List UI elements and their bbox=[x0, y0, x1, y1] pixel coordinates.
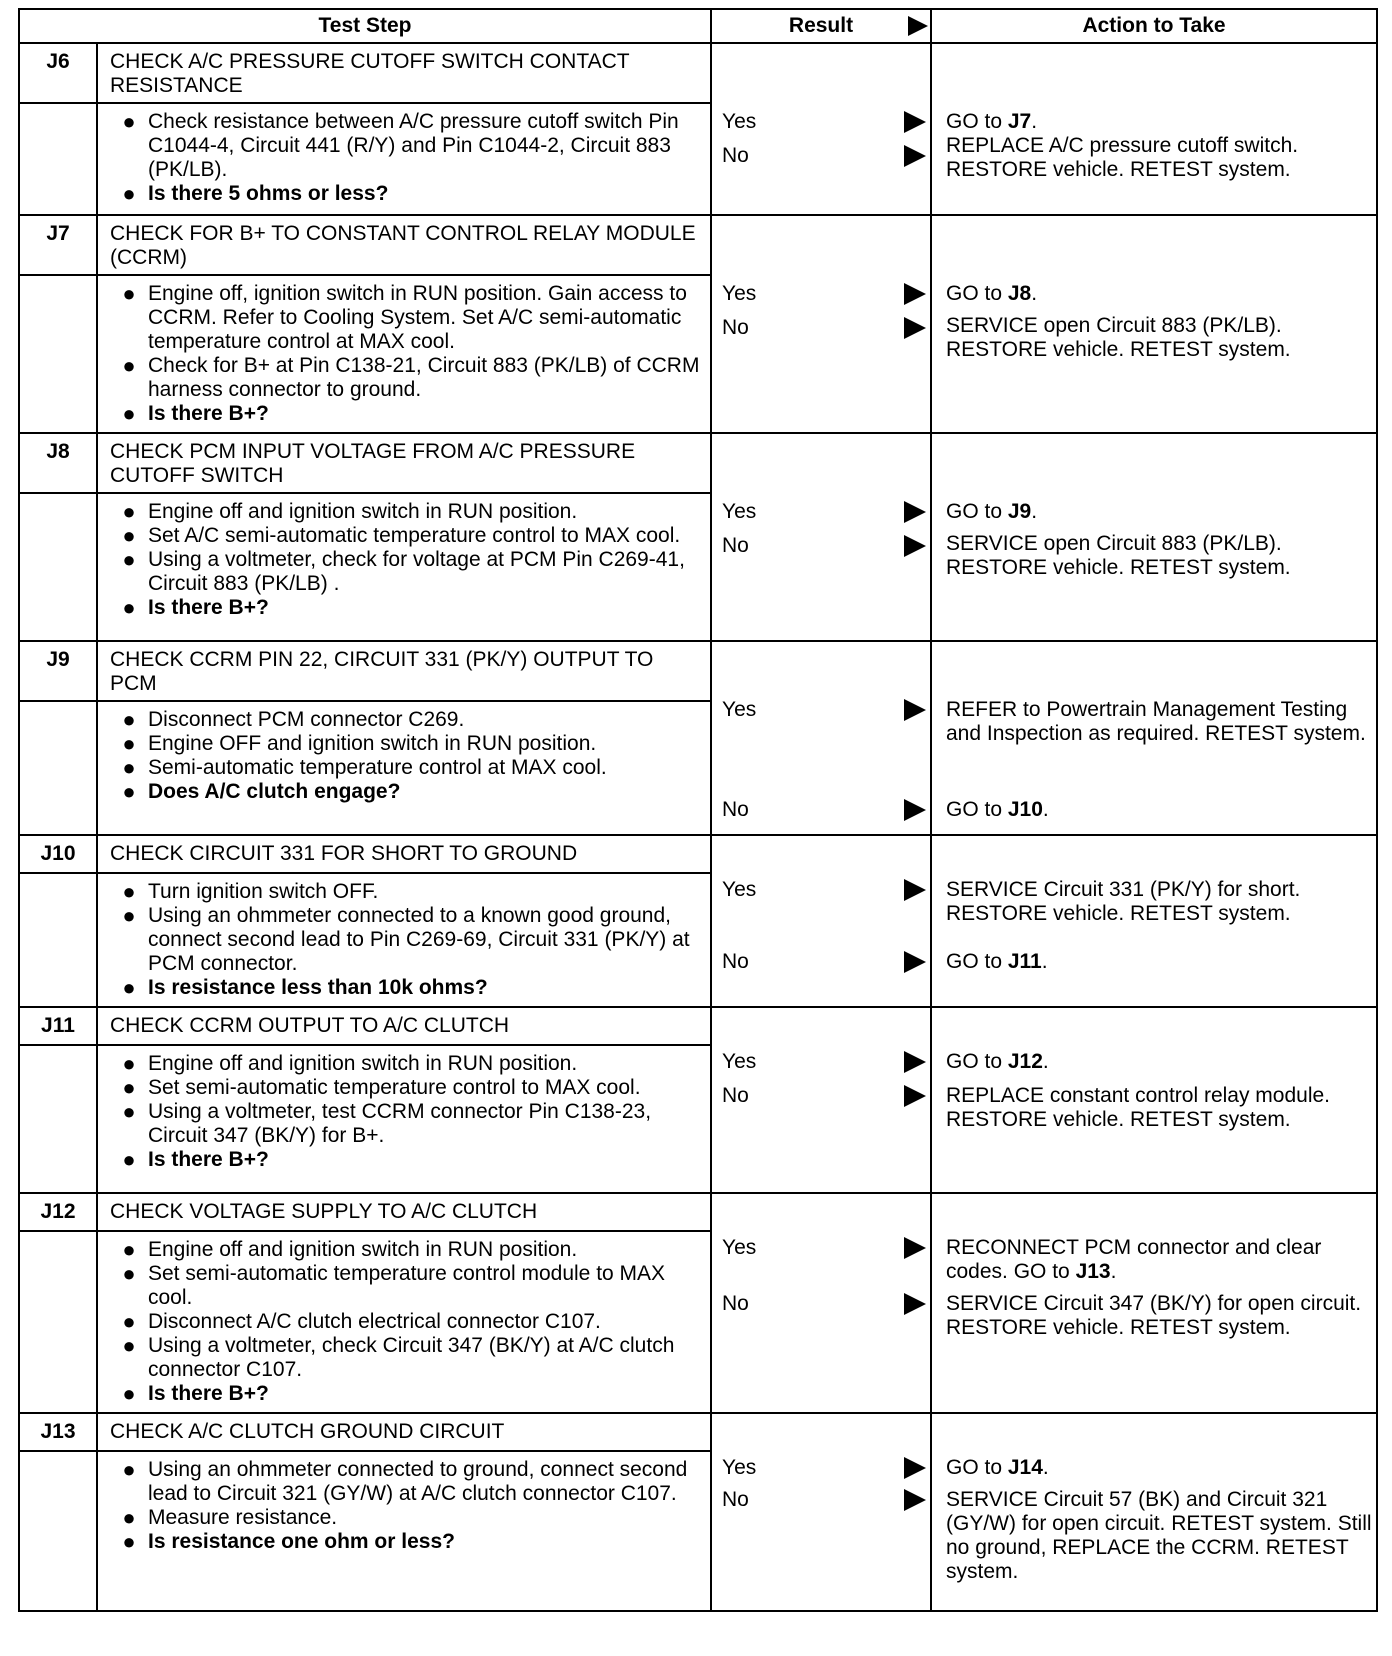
action-text-no bbox=[946, 798, 1372, 822]
instruction-bullet bbox=[110, 880, 702, 904]
step-result-cell bbox=[711, 1413, 931, 1611]
instruction-text: Disconnect A/C clutch electrical connector C107. bbox=[148, 1310, 601, 1333]
step-title: CHECK CCRM PIN 22, CIRCUIT 331 (PK/Y) OUTPUT TO PCM bbox=[97, 641, 711, 701]
action-step-ref: J14 bbox=[1007, 1456, 1043, 1479]
bullet-dot-icon: ● bbox=[122, 595, 136, 620]
instruction-text: Using a voltmeter, check Circuit 347 (BK/Y) at A/C clutch connector C107. bbox=[148, 1334, 675, 1381]
action-suffix: . bbox=[1110, 1260, 1117, 1283]
instruction-text: Using an ohmmeter connected to ground, connect second lead to Circuit 321 (GY/W) at A/C clutch connector C107. bbox=[148, 1458, 688, 1505]
step-result-cell bbox=[711, 641, 931, 835]
action-text-no bbox=[946, 950, 1372, 974]
arrow-right-icon bbox=[904, 1051, 926, 1073]
header-result-label: Result bbox=[788, 14, 854, 37]
bullet-dot-icon: ● bbox=[122, 1309, 136, 1334]
instruction-bullet bbox=[110, 1262, 702, 1310]
arrow-right-icon bbox=[904, 1489, 926, 1511]
action-text: REFER to Powertrain Management Testing and Inspection as required. RETEST system. bbox=[946, 698, 1366, 745]
step-id-spacer bbox=[19, 1451, 97, 1611]
result-label: No bbox=[722, 144, 749, 167]
action-text: GO to bbox=[946, 1456, 1008, 1479]
step-id-spacer bbox=[19, 1045, 97, 1193]
action-text-yes bbox=[946, 878, 1372, 926]
instruction-text: Set semi-automatic temperature control module to MAX cool. bbox=[148, 1262, 666, 1309]
step-title-row bbox=[19, 433, 1377, 493]
result-label: Yes bbox=[722, 878, 757, 901]
result-line-yes bbox=[722, 1456, 926, 1480]
arrow-right-icon bbox=[904, 535, 926, 557]
instruction-bullet bbox=[110, 1238, 702, 1262]
result-line-yes bbox=[722, 110, 926, 134]
arrow-right-icon bbox=[904, 951, 926, 973]
instruction-bullet bbox=[110, 1052, 702, 1076]
instruction-bullet bbox=[110, 1530, 702, 1554]
action-text: REPLACE A/C pressure cutoff switch. RESTORE vehicle. RETEST system. bbox=[946, 134, 1299, 181]
action-text-no bbox=[946, 1292, 1372, 1340]
arrow-right-icon bbox=[904, 1457, 926, 1479]
result-line-no bbox=[722, 316, 926, 340]
action-step-ref: J12 bbox=[1007, 1050, 1043, 1073]
result-label: Yes bbox=[722, 1050, 757, 1073]
instruction-text: Measure resistance. bbox=[148, 1506, 338, 1529]
step-result-cell bbox=[711, 1193, 931, 1413]
step-result-cell bbox=[711, 1007, 931, 1193]
result-label: No bbox=[722, 1488, 749, 1511]
result-line-yes bbox=[722, 282, 926, 306]
instruction-bullet bbox=[110, 500, 702, 524]
action-text: REPLACE constant control relay module. RESTORE vehicle. RETEST system. bbox=[946, 1084, 1331, 1131]
instruction-question: Does A/C clutch engage? bbox=[148, 780, 401, 803]
instruction-bullet bbox=[110, 904, 702, 976]
step-id-spacer bbox=[19, 701, 97, 835]
bullet-dot-icon: ● bbox=[122, 1333, 136, 1358]
result-line-yes bbox=[722, 500, 926, 524]
instruction-bullet bbox=[110, 402, 702, 426]
instruction-text: Engine off and ignition switch in RUN position. bbox=[148, 1052, 578, 1075]
action-step-ref: J7 bbox=[1007, 110, 1032, 133]
result-line-yes bbox=[722, 878, 926, 902]
step-instructions bbox=[97, 275, 711, 433]
bullet-dot-icon: ● bbox=[122, 281, 136, 306]
step-result-cell bbox=[711, 433, 931, 641]
action-text-no bbox=[946, 1084, 1372, 1132]
action-text-yes bbox=[946, 1236, 1372, 1284]
instruction-bullet bbox=[110, 548, 702, 596]
instruction-bullet bbox=[110, 182, 702, 206]
step-action-cell bbox=[931, 835, 1377, 1007]
step-id: J9 bbox=[19, 641, 97, 701]
action-text-yes bbox=[946, 698, 1372, 746]
pinpoint-test-table bbox=[18, 8, 1378, 1612]
header-test-step: Test Step bbox=[19, 9, 711, 43]
result-label: Yes bbox=[722, 1456, 757, 1479]
step-id: J12 bbox=[19, 1193, 97, 1231]
result-line-no bbox=[722, 144, 926, 168]
step-id: J6 bbox=[19, 43, 97, 103]
instruction-bullet bbox=[110, 708, 702, 732]
step-title: CHECK FOR B+ TO CONSTANT CONTROL RELAY MODULE (CCRM) bbox=[97, 215, 711, 275]
action-text: RECONNECT PCM connector and clear codes. GO to bbox=[946, 1236, 1322, 1283]
bullet-dot-icon: ● bbox=[122, 523, 136, 548]
instruction-bullet bbox=[110, 1310, 702, 1334]
step-id: J13 bbox=[19, 1413, 97, 1451]
instruction-bullet bbox=[110, 110, 702, 182]
action-text-no bbox=[946, 1488, 1372, 1584]
instruction-text: Engine off and ignition switch in RUN position. bbox=[148, 1238, 578, 1261]
step-result-cell bbox=[711, 215, 931, 433]
instruction-question: Is there B+? bbox=[148, 402, 269, 425]
step-title: CHECK PCM INPUT VOLTAGE FROM A/C PRESSURE CUTOFF SWITCH bbox=[97, 433, 711, 493]
step-id: J7 bbox=[19, 215, 97, 275]
step-title: CHECK A/C CLUTCH GROUND CIRCUIT bbox=[97, 1413, 711, 1451]
action-text-no bbox=[946, 134, 1372, 182]
action-suffix: . bbox=[1042, 1456, 1049, 1479]
action-suffix: . bbox=[1031, 282, 1038, 305]
step-instructions bbox=[97, 701, 711, 835]
step-instructions bbox=[97, 873, 711, 1007]
step-instructions bbox=[97, 1231, 711, 1413]
action-text-yes bbox=[946, 110, 1372, 134]
step-id-spacer bbox=[19, 873, 97, 1007]
action-text-no bbox=[946, 314, 1372, 362]
action-text-yes bbox=[946, 282, 1372, 306]
result-line-no bbox=[722, 950, 926, 974]
bullet-dot-icon: ● bbox=[122, 109, 136, 134]
step-id-spacer bbox=[19, 1231, 97, 1413]
instruction-text: Disconnect PCM connector C269. bbox=[148, 708, 465, 731]
step-action-cell bbox=[931, 215, 1377, 433]
arrow-right-icon bbox=[904, 1293, 926, 1315]
action-text: SERVICE Circuit 57 (BK) and Circuit 321 (GY/W) for open circuit. RETEST system. Still no ground, REPLACE the CCRM. RETEST system. bbox=[946, 1488, 1372, 1583]
instruction-bullet bbox=[110, 780, 702, 804]
instruction-bullet bbox=[110, 1148, 702, 1172]
arrow-right-icon bbox=[904, 879, 926, 901]
instruction-bullet bbox=[110, 1100, 702, 1148]
action-step-ref: J8 bbox=[1007, 282, 1032, 305]
bullet-dot-icon: ● bbox=[122, 181, 136, 206]
action-text: GO to bbox=[946, 1050, 1008, 1073]
instruction-bullet bbox=[110, 1458, 702, 1506]
instruction-text: Engine off, ignition switch in RUN position. Gain access to CCRM. Refer to Cooling System. Set A/C semi-automatic temperature control at MAX cool. bbox=[148, 282, 687, 353]
arrow-right-icon bbox=[904, 111, 926, 133]
result-line-no bbox=[722, 798, 926, 822]
instruction-bullet bbox=[110, 1076, 702, 1100]
bullet-dot-icon: ● bbox=[122, 1237, 136, 1262]
arrow-right-icon bbox=[904, 317, 926, 339]
arrow-right-icon bbox=[904, 699, 926, 721]
bullet-dot-icon: ● bbox=[122, 707, 136, 732]
action-text: GO to bbox=[946, 500, 1008, 523]
arrow-right-icon bbox=[904, 1085, 926, 1107]
arrow-right-icon bbox=[904, 1237, 926, 1259]
action-text-yes bbox=[946, 1050, 1372, 1074]
bullet-dot-icon: ● bbox=[122, 779, 136, 804]
step-id-spacer bbox=[19, 103, 97, 215]
step-title: CHECK CIRCUIT 331 FOR SHORT TO GROUND bbox=[97, 835, 711, 873]
instruction-question: Is there B+? bbox=[148, 1382, 269, 1405]
bullet-dot-icon: ● bbox=[122, 1051, 136, 1076]
bullet-dot-icon: ● bbox=[122, 731, 136, 756]
bullet-dot-icon: ● bbox=[122, 547, 136, 572]
result-label: Yes bbox=[722, 282, 757, 305]
action-text: SERVICE Circuit 331 (PK/Y) for short. RESTORE vehicle. RETEST system. bbox=[946, 878, 1301, 925]
result-label: Yes bbox=[722, 500, 757, 523]
action-text: SERVICE open Circuit 883 (PK/LB). RESTORE vehicle. RETEST system. bbox=[946, 314, 1291, 361]
action-text-no bbox=[946, 532, 1372, 580]
step-id-spacer bbox=[19, 275, 97, 433]
action-suffix: . bbox=[1031, 500, 1038, 523]
bullet-dot-icon: ● bbox=[122, 1529, 136, 1554]
instruction-bullet bbox=[110, 756, 702, 780]
bullet-dot-icon: ● bbox=[122, 1261, 136, 1286]
result-label: No bbox=[722, 534, 749, 557]
arrow-right-icon bbox=[904, 283, 926, 305]
step-title-row bbox=[19, 1413, 1377, 1451]
step-title: CHECK A/C PRESSURE CUTOFF SWITCH CONTACT RESISTANCE bbox=[97, 43, 711, 103]
step-action-cell bbox=[931, 1413, 1377, 1611]
step-title-row bbox=[19, 835, 1377, 873]
action-suffix: . bbox=[1042, 798, 1049, 821]
step-result-cell bbox=[711, 43, 931, 215]
result-line-yes bbox=[722, 698, 926, 722]
step-instructions bbox=[97, 1045, 711, 1193]
instruction-bullet bbox=[110, 732, 702, 756]
step-title-row bbox=[19, 1007, 1377, 1045]
step-action-cell bbox=[931, 433, 1377, 641]
arrow-right-icon bbox=[904, 501, 926, 523]
result-label: Yes bbox=[722, 1236, 757, 1259]
instruction-bullet bbox=[110, 524, 702, 548]
step-instructions bbox=[97, 493, 711, 641]
action-text: GO to bbox=[946, 110, 1008, 133]
action-step-ref: J11 bbox=[1007, 950, 1042, 973]
step-title-row bbox=[19, 1193, 1377, 1231]
arrow-right-icon bbox=[908, 16, 928, 36]
instruction-text: Engine OFF and ignition switch in RUN position. bbox=[148, 732, 597, 755]
result-label: No bbox=[722, 1292, 749, 1315]
instruction-question: Is resistance one ohm or less? bbox=[148, 1530, 455, 1553]
instruction-question: Is there B+? bbox=[148, 596, 269, 619]
step-title: CHECK CCRM OUTPUT TO A/C CLUTCH bbox=[97, 1007, 711, 1045]
bullet-dot-icon: ● bbox=[122, 879, 136, 904]
step-title: CHECK VOLTAGE SUPPLY TO A/C CLUTCH bbox=[97, 1193, 711, 1231]
result-label: No bbox=[722, 316, 749, 339]
action-suffix: . bbox=[1041, 950, 1048, 973]
bullet-dot-icon: ● bbox=[122, 975, 136, 1000]
instruction-text: Set A/C semi-automatic temperature control to MAX cool. bbox=[148, 524, 681, 547]
result-line-no bbox=[722, 1084, 926, 1108]
instruction-bullet bbox=[110, 976, 702, 1000]
result-label: No bbox=[722, 1084, 749, 1107]
step-result-cell bbox=[711, 835, 931, 1007]
result-line-no bbox=[722, 1292, 926, 1316]
result-line-no bbox=[722, 1488, 926, 1512]
header-result bbox=[711, 9, 931, 43]
arrow-right-icon bbox=[904, 145, 926, 167]
action-text: GO to bbox=[946, 950, 1008, 973]
step-id: J11 bbox=[19, 1007, 97, 1045]
bullet-dot-icon: ● bbox=[122, 1505, 136, 1530]
step-title-row bbox=[19, 641, 1377, 701]
bullet-dot-icon: ● bbox=[122, 353, 136, 378]
bullet-dot-icon: ● bbox=[122, 755, 136, 780]
action-step-ref: J13 bbox=[1075, 1260, 1111, 1283]
result-line-no bbox=[722, 534, 926, 558]
instruction-text: Semi-automatic temperature control at MAX cool. bbox=[148, 756, 607, 779]
step-action-cell bbox=[931, 1007, 1377, 1193]
action-text-yes bbox=[946, 500, 1372, 524]
header-action: Action to Take bbox=[931, 9, 1377, 43]
bullet-dot-icon: ● bbox=[122, 1457, 136, 1482]
action-text-yes bbox=[946, 1456, 1372, 1480]
step-action-cell bbox=[931, 1193, 1377, 1413]
step-action-cell bbox=[931, 43, 1377, 215]
instruction-question: Is there B+? bbox=[148, 1148, 269, 1171]
result-line-yes bbox=[722, 1050, 926, 1074]
instruction-question: Is there 5 ohms or less? bbox=[148, 182, 389, 205]
result-label: Yes bbox=[722, 110, 757, 133]
instruction-bullet bbox=[110, 596, 702, 620]
instruction-text: Using a voltmeter, test CCRM connector Pin C138-23, Circuit 347 (BK/Y) for B+. bbox=[148, 1100, 652, 1147]
action-text: GO to bbox=[946, 798, 1008, 821]
instruction-text: Engine off and ignition switch in RUN position. bbox=[148, 500, 578, 523]
action-text: GO to bbox=[946, 282, 1008, 305]
instruction-text: Check for B+ at Pin C138-21, Circuit 883 (PK/LB) of CCRM harness connector to ground. bbox=[148, 354, 700, 401]
step-id: J8 bbox=[19, 433, 97, 493]
instruction-text: Using a voltmeter, check for voltage at PCM Pin C269-41, Circuit 883 (PK/LB) . bbox=[148, 548, 685, 595]
instruction-text: Check resistance between A/C pressure cutoff switch Pin C1044-4, Circuit 441 (R/Y) and Pin C1044-2, Circuit 883 (PK/LB). bbox=[148, 110, 679, 181]
bullet-dot-icon: ● bbox=[122, 903, 136, 928]
action-step-ref: J9 bbox=[1007, 500, 1032, 523]
result-label: No bbox=[722, 950, 749, 973]
instruction-bullet bbox=[110, 1382, 702, 1406]
step-id-spacer bbox=[19, 493, 97, 641]
step-instructions bbox=[97, 103, 711, 215]
action-text: SERVICE Circuit 347 (BK/Y) for open circuit. RESTORE vehicle. RETEST system. bbox=[946, 1292, 1362, 1339]
instruction-question: Is resistance less than 10k ohms? bbox=[148, 976, 488, 999]
instruction-bullet bbox=[110, 282, 702, 354]
action-suffix: . bbox=[1031, 110, 1038, 133]
result-label: No bbox=[722, 798, 749, 821]
result-label: Yes bbox=[722, 698, 757, 721]
bullet-dot-icon: ● bbox=[122, 1381, 136, 1406]
instruction-bullet bbox=[110, 354, 702, 402]
table-header-row bbox=[19, 9, 1377, 43]
result-line-yes bbox=[722, 1236, 926, 1260]
action-text: SERVICE open Circuit 883 (PK/LB). RESTORE vehicle. RETEST system. bbox=[946, 532, 1291, 579]
bullet-dot-icon: ● bbox=[122, 1147, 136, 1172]
instruction-text: Using an ohmmeter connected to a known good ground, connect second lead to Pin C269-69, Circuit 331 (PK/Y) at PCM connector. bbox=[148, 904, 690, 975]
bullet-dot-icon: ● bbox=[122, 1099, 136, 1124]
instruction-text: Turn ignition switch OFF. bbox=[148, 880, 379, 903]
step-id: J10 bbox=[19, 835, 97, 873]
arrow-right-icon bbox=[904, 799, 926, 821]
action-suffix: . bbox=[1042, 1050, 1049, 1073]
instruction-bullet bbox=[110, 1334, 702, 1382]
step-instructions bbox=[97, 1451, 711, 1611]
action-step-ref: J10 bbox=[1007, 798, 1043, 821]
step-action-cell bbox=[931, 641, 1377, 835]
bullet-dot-icon: ● bbox=[122, 1075, 136, 1100]
instruction-bullet bbox=[110, 1506, 702, 1530]
bullet-dot-icon: ● bbox=[122, 499, 136, 524]
instruction-text: Set semi-automatic temperature control to MAX cool. bbox=[148, 1076, 641, 1099]
step-title-row bbox=[19, 215, 1377, 275]
step-title-row bbox=[19, 43, 1377, 103]
bullet-dot-icon: ● bbox=[122, 401, 136, 426]
